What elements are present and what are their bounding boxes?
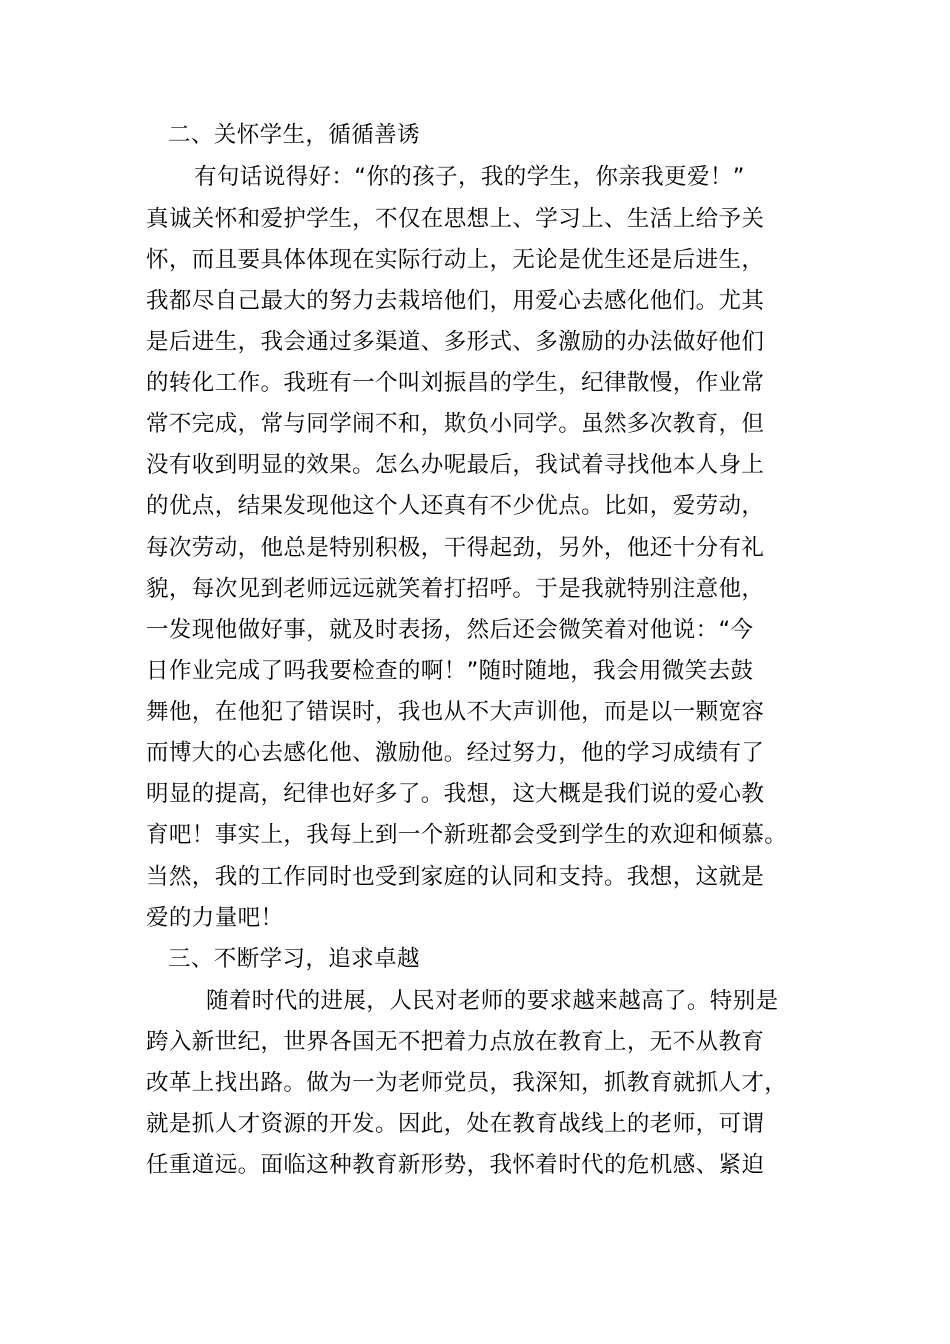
paragraph-line: 就是抓人才资源的开发。因此，处在教育战线上的老师，可谓 [146,1111,765,1137]
paragraph-line: 貌，每次见到老师远远就笑着打招呼。于是我就特别注意他， [146,576,765,602]
paragraph-line: 而博大的心去感化他、激励他。经过努力，他的学习成绩有了 [146,740,765,766]
paragraph-line: 我都尽自己最大的努力去栽培他们，用爱心去感化他们。尤其 [146,288,765,314]
paragraph-line: 日作业完成了吗我要检查的啊！”随时随地，我会用微笑去鼓 [146,658,754,684]
paragraph-line: 每次劳动，他总是特别积极，干得起劲，另外，他还十分有礼 [146,535,765,561]
paragraph-line: 一发现他做好事，就及时表扬，然后还会微笑着对他说：“今 [146,617,754,643]
paragraph-line: 当然，我的工作同时也受到家庭的认同和支持。我想，这就是 [146,864,765,890]
paragraph-line: 没有收到明显的效果。怎么办呢最后，我试着寻找他本人身上 [146,452,765,478]
paragraph-line: 真诚关怀和爱护学生，不仅在思想上、学习上、生活上给予关 [146,206,765,232]
paragraph-line: 怀，而且要具体体现在实际行动上，无论是优生还是后进生， [146,247,765,273]
paragraph-line: 的转化工作。我班有一个叫刘振昌的学生，纪律散慢，作业常 [146,370,765,396]
paragraph-line: 是后进生，我会通过多渠道、多形式、多激励的办法做好他们 [146,329,765,355]
paragraph-line: 的优点，结果发现他这个人还真有不少优点。比如，爱劳动， [146,493,765,519]
section-heading-3: 三、不断学习，追求卓越 [168,946,420,972]
paragraph-line: 有句话说得好：“你的孩子，我的学生，你亲我更爱！” [194,164,745,190]
paragraph-line: 随着时代的进展，人民对老师的要求越来越高了。特别是 [206,988,779,1014]
paragraph-line: 育吧！事实上，我每上到一个新班都会受到学生的欢迎和倾慕。 [146,822,788,848]
paragraph-line: 爱的力量吧！ [146,905,284,931]
section-heading-2: 二、关怀学生，循循善诱 [168,122,420,148]
paragraph-line: 明显的提高，纪律也好多了。我想，这大概是我们说的爱心教 [146,781,765,807]
paragraph-line: 任重道远。面临这种教育新形势，我怀着时代的危机感、紧迫 [146,1152,765,1178]
paragraph-line: 跨入新世纪，世界各国无不把着力点放在教育上，无不从教育 [146,1029,765,1055]
paragraph-line: 改革上找出路。做为一为老师党员，我深知，抓教育就抓人才， [146,1070,788,1096]
paragraph-line: 舞他，在他犯了错误时，我也从不大声训他，而是以一颗宽容 [146,699,765,725]
paragraph-line: 常不完成，常与同学闹不和，欺负小同学。虽然多次教育，但 [146,411,765,437]
